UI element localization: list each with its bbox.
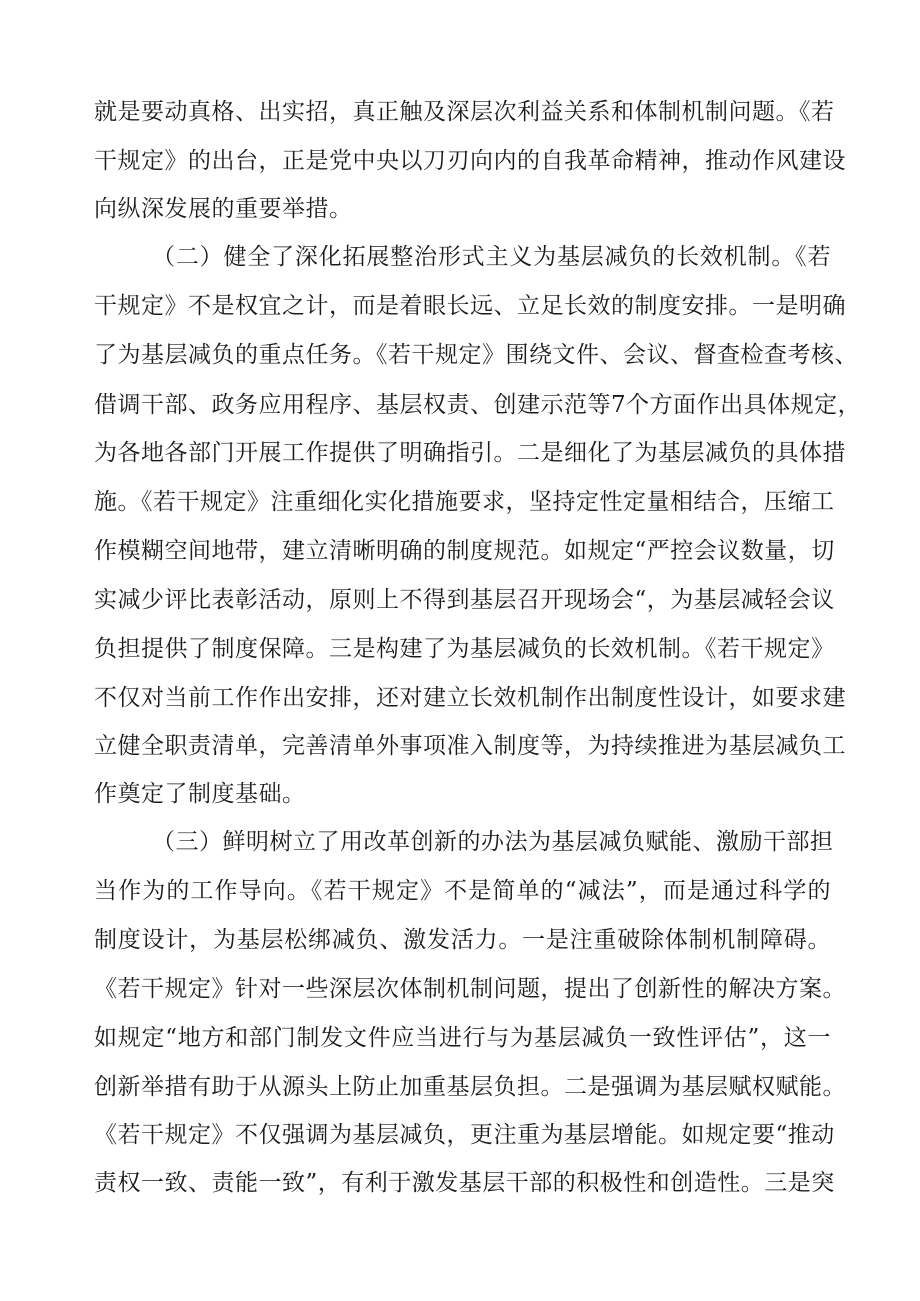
- text-line: 就是要动真格、出实招，真正触及深层次利益关系和体制机制问题。《若: [94, 99, 835, 125]
- text-line: 不仅对当前工作作出安排，还对建立长效机制作出制度性设计，如要求建: [94, 685, 846, 711]
- text-line: 作奠定了制度基础。: [94, 781, 306, 807]
- paragraph-heading-line: （三）鲜明树立了用改革创新的办法为基层减负赋能、激励干部担: [152, 829, 834, 855]
- text-line: 当作为的工作导向。《若干规定》不是简单的“减法”，而是通过科学的: [94, 878, 831, 904]
- paragraph-heading-line: （二）健全了深化拓展整治形式主义为基层减负的长效机制。《若: [152, 244, 831, 270]
- text-line: 《若干规定》针对一些深层次体制机制问题，提出了创新性的解决方案。: [94, 976, 846, 1002]
- text-line: 干规定》的出台，正是党中央以刀刃向内的自我革命精神，推动作风建设: [94, 148, 846, 174]
- text-line: 为各地各部门开展工作提供了明确指引。二是细化了为基层减负的具体措: [94, 440, 846, 466]
- text-line: 负担提供了制度保障。三是构建了为基层减负的长效机制。《若干规定》: [94, 636, 835, 662]
- text-line: 借调干部、政务应用程序、基层权责、创建示范等7个方面作出具体规定，: [94, 392, 862, 418]
- text-line: 施。《若干规定》注重细化实化措施要求，坚持定性定量相结合，压缩工: [94, 489, 835, 515]
- text-line: 作模糊空间地带，建立清晰明确的制度规范。如规定“严控会议数量，切: [94, 538, 835, 564]
- text-line: 立健全职责清单，完善清单外事项准入制度等，为持续推进为基层减负工: [94, 733, 846, 759]
- text-line: 责权一致、责能一致”，有利于激发基层干部的积极性和创造性。三是突: [94, 1170, 835, 1196]
- text-line: 干规定》不是权宜之计，而是着眼长远、立足长效的制度安排。一是明确: [94, 293, 846, 319]
- text-line: 《若干规定》不仅强调为基层减负，更注重为基层增能。如规定要“推动: [94, 1122, 835, 1148]
- text-line: 如规定“地方和部门制发文件应当进行与为基层减负一致性评估”，这一: [94, 1025, 831, 1051]
- text-line: 向纵深发展的重要举措。: [94, 196, 353, 222]
- text-line: 实减少评比表彰活动，原则上不得到基层召开现场会“，为基层减轻会议: [94, 587, 835, 613]
- text-line: 创新举措有助于从源头上防止加重基层负担。二是强调为基层赋权赋能。: [94, 1074, 846, 1100]
- text-line: 制度设计，为基层松绑减负、激发活力。一是注重破除体制机制障碍。: [94, 927, 831, 953]
- text-line: 了为基层减负的重点任务。《若干规定》围绕文件、会议、督查检查考核、: [94, 342, 858, 368]
